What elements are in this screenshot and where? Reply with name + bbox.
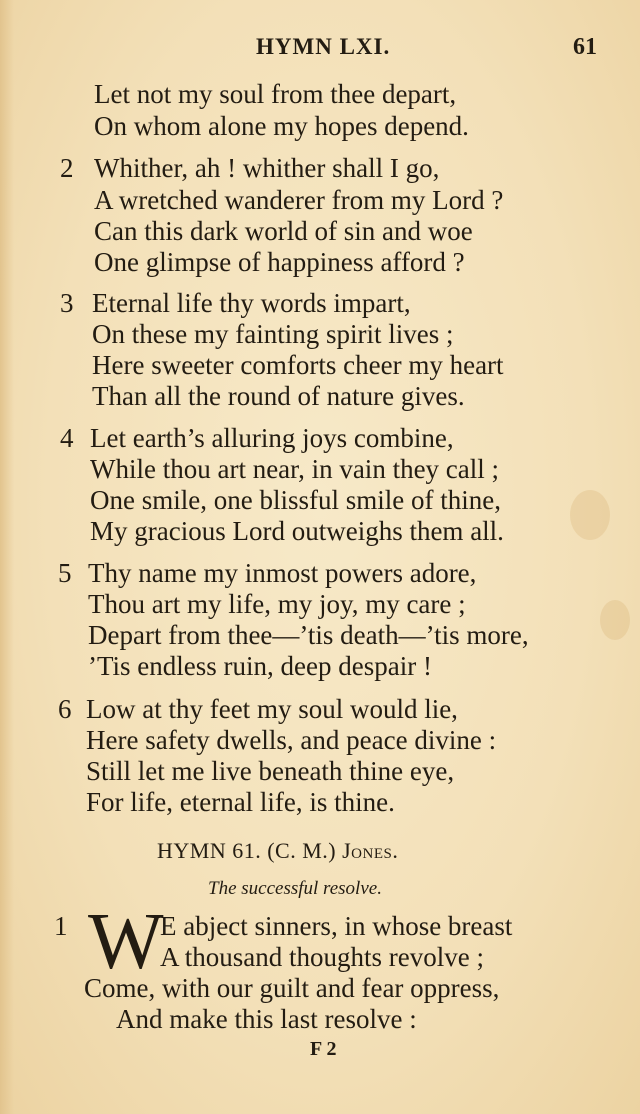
signature-mark: F 2 [310, 1038, 337, 1060]
foxing-stain [600, 600, 630, 640]
verse-line: While thou art near, in vain they call ; [90, 454, 500, 484]
verse-line: Thou art my life, my joy, my care ; [88, 589, 466, 619]
stanza-number: 6 [58, 694, 72, 724]
verse-line: A thousand thoughts revolve ; [160, 942, 484, 972]
running-head [0, 34, 640, 64]
hymn-heading [157, 838, 398, 864]
verse-line: Let earth’s alluring joys combine, [90, 423, 454, 453]
stanza-number: 1 [54, 911, 68, 941]
verse-line: Can this dark world of sin and woe [94, 216, 473, 246]
verse-line: On whom alone my hopes depend. [94, 111, 469, 141]
verse-line: E abject sinners, in whose breast [160, 911, 513, 941]
page-number: 61 [573, 34, 597, 60]
stanza-number: 3 [60, 288, 74, 318]
hymn-subtitle: The successful resolve. [208, 878, 382, 899]
verse-line: For life, eternal life, is thine. [86, 787, 395, 817]
verse-line: Here safety dwells, and peace divine : [86, 725, 497, 755]
verse-line: Than all the round of nature gives. [92, 381, 465, 411]
page-gutter-shadow [0, 0, 14, 1114]
verse-line: One smile, one blissful smile of thine, [90, 485, 501, 515]
stanza-number: 4 [60, 423, 74, 453]
verse-line: One glimpse of happiness afford ? [94, 247, 465, 277]
verse-line: Low at thy feet my soul would lie, [86, 694, 458, 724]
verse-line: Still let me live beneath thine eye, [86, 756, 455, 786]
drop-cap: W [88, 898, 164, 986]
stanza-number: 2 [60, 153, 74, 183]
verse-line: ’Tis endless ruin, deep despair ! [88, 651, 432, 681]
verse-line: Come, with our guilt and fear oppress, [84, 973, 500, 1003]
verse-line: On these my fainting spirit lives ; [92, 319, 454, 349]
verse-line: Depart from thee—’tis death—’tis more, [88, 620, 529, 650]
foxing-stain [570, 490, 610, 540]
hymn-heading-title: HYMN 61. (C. M.) [157, 838, 337, 863]
verse-line: Let not my soul from thee depart, [94, 79, 457, 109]
verse-line: Here sweeter comforts cheer my heart [92, 350, 504, 380]
verse-line: Thy name my inmost powers adore, [88, 558, 477, 588]
verse-line: A wretched wanderer from my Lord ? [94, 185, 504, 215]
running-title: HYMN LXI. [256, 34, 391, 59]
verse-line: My gracious Lord outweighs them all. [90, 516, 504, 546]
stanza-number: 5 [58, 558, 72, 588]
verse-line: And make this last resolve : [116, 1004, 417, 1034]
verse-line: Eternal life thy words impart, [92, 288, 411, 318]
hymn-author: Jones. [342, 838, 399, 863]
verse-line: Whither, ah ! whither shall I go, [94, 153, 440, 183]
